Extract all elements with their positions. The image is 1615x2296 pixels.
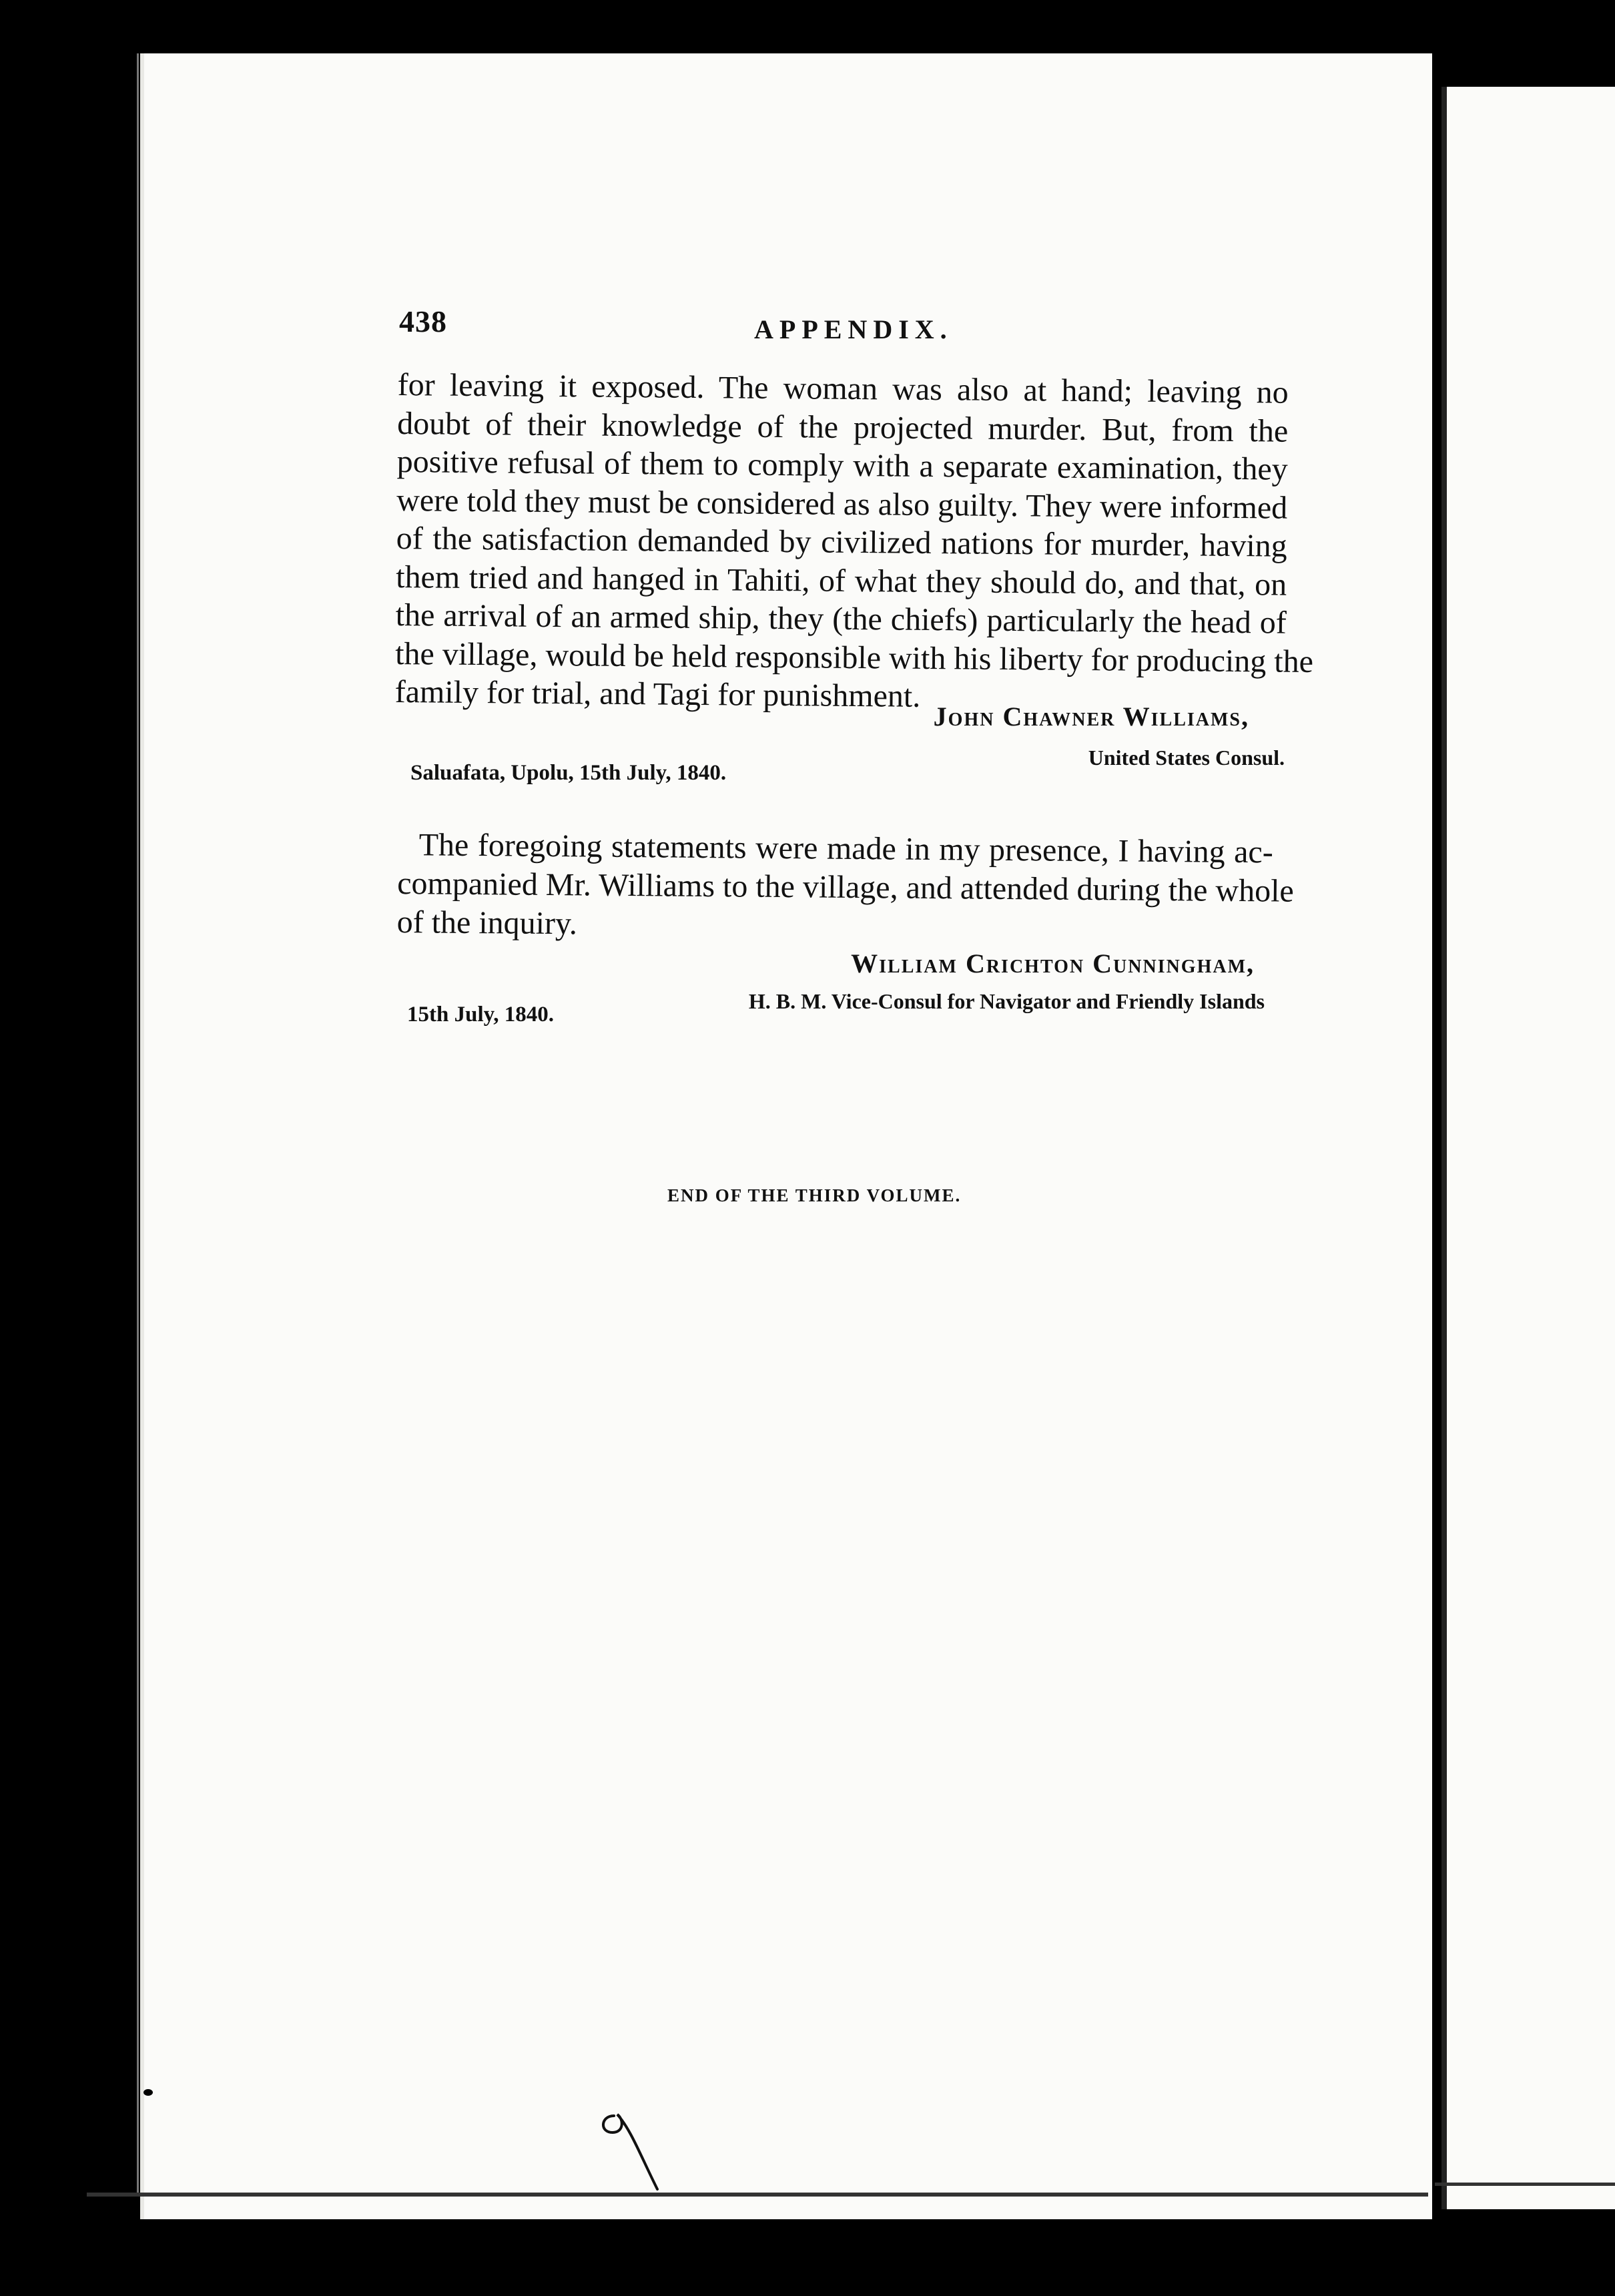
body-line: of the satisfaction demanded by civilized nations for murder, having xyxy=(396,520,1287,564)
scan-speck xyxy=(117,931,121,936)
signature-cunningham: William Crichton Cunningham, xyxy=(851,948,1255,978)
second-paragraph xyxy=(396,826,1294,949)
body-line: for leaving it exposed. The woman was also at hand; leaving no xyxy=(397,366,1289,410)
signature-williams-title: United States Consul. xyxy=(1088,746,1285,770)
signature-cunningham-title: H. B. M. Vice-Consul for Navigator and Friendly Islands xyxy=(748,989,1265,1013)
scan-speck xyxy=(143,2089,153,2096)
second-line: of the inquiry. xyxy=(396,904,578,942)
page-number: 438 xyxy=(399,304,447,338)
page-edge-line xyxy=(137,53,139,2196)
body-line: them tried and hanged in Tahiti, of what they should do, and that, on xyxy=(396,559,1287,603)
next-page-edge xyxy=(1441,87,1615,2209)
bottom-rule-right xyxy=(1435,2183,1615,2186)
body-line: doubt of their knowledge of the projected murder. But, from the xyxy=(397,405,1289,449)
body-line: family for trial, and Tagi for punishment. xyxy=(394,673,921,714)
place-date: Saluafata, Upolu, 15th July, 1840. xyxy=(410,761,727,785)
body-paragraph xyxy=(394,366,1314,719)
scan-speck xyxy=(100,1735,107,1746)
body-line: positive refusal of them to comply with a separate examination, they xyxy=(396,443,1288,487)
end-note: END OF THE THIRD VOLUME. xyxy=(667,1185,962,1205)
second-line: The foregoing statements were made in my presence, I having ac- xyxy=(418,827,1273,870)
second-line: companied Mr. Williams to the village, and attended during the whole xyxy=(397,865,1294,909)
scan-speck xyxy=(107,701,112,707)
body-line: were told they must be considered as also guilty. They were informed xyxy=(396,482,1288,526)
body-line: the village, would be held responsible with his liberty for producing the xyxy=(395,635,1314,679)
date: 15th July, 1840. xyxy=(407,1002,555,1027)
running-head: APPENDIX. xyxy=(754,314,953,344)
handwritten-mark xyxy=(594,2102,667,2196)
signature-williams: John Chawner Williams, xyxy=(933,701,1249,732)
body-line: the arrival of an armed ship, they (the chiefs) particularly the head of xyxy=(395,597,1287,641)
bottom-rule xyxy=(87,2193,1428,2197)
